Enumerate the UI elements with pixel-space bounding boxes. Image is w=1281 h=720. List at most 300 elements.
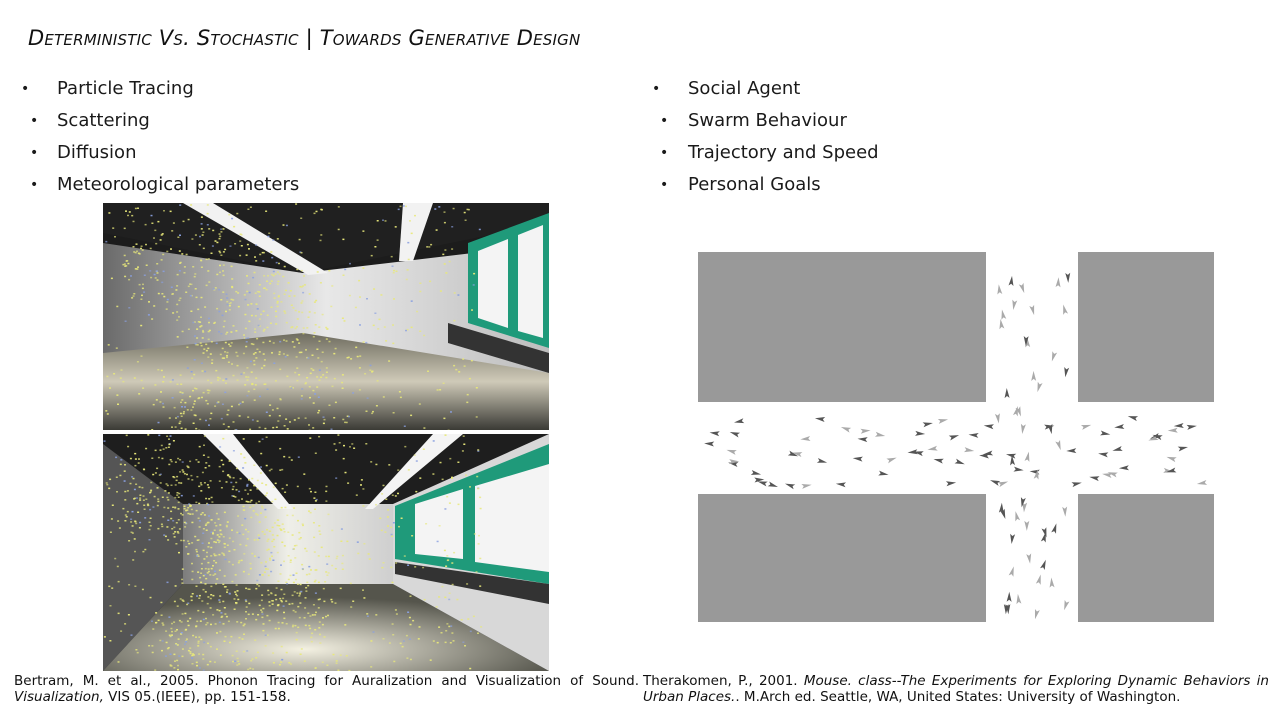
particle: [213, 323, 215, 325]
particle: [219, 466, 221, 468]
particle: [385, 499, 387, 501]
particle: [262, 630, 264, 632]
particle: [227, 521, 229, 523]
particle: [388, 360, 390, 362]
particle: [396, 271, 398, 273]
particle: [247, 669, 249, 671]
particle: [139, 495, 141, 497]
particle: [458, 504, 460, 506]
particle: [173, 533, 175, 535]
particle: [268, 549, 270, 551]
particle: [199, 526, 201, 528]
particle: [244, 462, 246, 464]
particle: [188, 286, 190, 288]
particle: [237, 590, 239, 592]
particle: [253, 485, 255, 487]
particle: [274, 522, 276, 524]
particle: [284, 312, 286, 314]
particle: [254, 331, 256, 333]
particle: [255, 293, 257, 295]
particle: [262, 608, 264, 610]
particle: [179, 204, 181, 206]
particle: [243, 506, 245, 508]
particle: [166, 526, 168, 528]
particle: [134, 538, 136, 540]
particle: [279, 598, 281, 600]
particle: [277, 306, 279, 308]
particle: [473, 616, 475, 618]
particle: [302, 523, 304, 525]
particle: [207, 204, 209, 206]
particle: [198, 556, 200, 558]
particle: [279, 351, 281, 353]
particle: [161, 615, 163, 617]
particle: [162, 640, 164, 642]
particle: [275, 594, 277, 596]
particle: [296, 367, 298, 369]
particle: [208, 424, 210, 426]
particle: [436, 606, 438, 608]
particle: [177, 416, 179, 418]
particle: [105, 241, 107, 243]
particle: [301, 388, 303, 390]
particle: [433, 440, 435, 442]
particle: [151, 458, 153, 460]
particle: [275, 273, 277, 275]
particle: [200, 482, 202, 484]
particle: [341, 528, 343, 530]
particle: [261, 594, 263, 596]
particle: [235, 603, 237, 605]
particle: [375, 464, 377, 466]
particle: [215, 555, 217, 557]
particle: [246, 275, 248, 277]
particle: [320, 240, 322, 242]
particle: [231, 266, 233, 268]
particle: [239, 415, 241, 417]
particle: [328, 514, 330, 516]
particle: [392, 324, 394, 326]
particle: [328, 270, 330, 272]
particle: [277, 420, 279, 422]
particle: [277, 525, 279, 527]
particle: [126, 260, 128, 262]
particle: [304, 548, 306, 550]
particle: [449, 593, 451, 595]
particle: [249, 292, 251, 294]
particle: [311, 641, 313, 643]
particle: [124, 491, 126, 493]
particle: [305, 382, 307, 384]
particle: [139, 522, 141, 524]
particle: [186, 254, 188, 256]
particle: [269, 559, 271, 561]
particle: [208, 339, 210, 341]
particle: [194, 335, 196, 337]
particle: [166, 483, 168, 485]
particle: [218, 599, 220, 601]
particle: [283, 353, 285, 355]
particle: [305, 349, 307, 351]
particle: [195, 636, 197, 638]
particle: [171, 634, 173, 636]
particle: [380, 294, 382, 296]
particle: [260, 314, 262, 316]
particle: [288, 579, 290, 581]
particle: [216, 308, 218, 310]
particle: [199, 520, 201, 522]
particle: [199, 419, 201, 421]
particle: [266, 465, 268, 467]
particle: [203, 550, 205, 552]
phonon-tracing-render-bottom: [103, 434, 549, 671]
particle: [337, 670, 339, 671]
particle: [128, 614, 130, 616]
particle: [303, 473, 305, 475]
particle: [281, 646, 283, 648]
particle: [233, 486, 235, 488]
particle: [349, 446, 351, 448]
particle: [334, 443, 336, 445]
particle: [320, 282, 322, 284]
particle: [111, 587, 113, 589]
particle: [114, 236, 116, 238]
particle: [125, 514, 127, 516]
particle: [210, 646, 212, 648]
particle: [357, 541, 359, 543]
particle: [331, 565, 333, 567]
particle: [283, 605, 285, 607]
particle: [345, 472, 347, 474]
particle: [365, 443, 367, 445]
particle: [355, 347, 357, 349]
particle: [295, 328, 297, 330]
particle: [281, 659, 283, 661]
particle: [206, 552, 208, 554]
particle: [271, 501, 273, 503]
particle: [203, 248, 205, 250]
particle: [236, 584, 238, 586]
particle: [292, 534, 294, 536]
particle: [293, 507, 295, 509]
particle: [277, 281, 279, 283]
particle: [124, 228, 126, 230]
particle: [411, 233, 413, 235]
particle: [222, 348, 224, 350]
particle: [329, 405, 331, 407]
particle: [182, 461, 184, 463]
particle: [231, 286, 233, 288]
particle: [445, 566, 447, 568]
particle: [128, 307, 130, 309]
particle: [198, 641, 200, 643]
particle: [198, 397, 200, 399]
particle: [221, 487, 223, 489]
particle: [247, 501, 249, 503]
particle: [116, 477, 118, 479]
particle: [219, 595, 221, 597]
particle: [218, 536, 220, 538]
particle: [197, 309, 199, 311]
particle: [361, 479, 363, 481]
particle: [218, 542, 220, 544]
particle: [229, 345, 231, 347]
particle: [291, 459, 293, 461]
particle: [342, 555, 344, 557]
particle: [307, 357, 309, 359]
particle: [322, 352, 324, 354]
particle: [301, 270, 303, 272]
particle: [190, 409, 192, 411]
particle: [232, 655, 234, 657]
particle: [208, 542, 210, 544]
particle: [297, 318, 299, 320]
particle: [191, 238, 193, 240]
particle: [219, 236, 221, 238]
particle: [326, 338, 328, 340]
particle: [301, 312, 303, 314]
particle: [237, 292, 239, 294]
particle: [262, 252, 264, 254]
city-block: [698, 252, 986, 402]
particle: [283, 561, 285, 563]
particle: [124, 623, 126, 625]
particle: [171, 461, 173, 463]
particle: [202, 512, 204, 514]
particle: [302, 333, 304, 335]
particle: [168, 438, 170, 440]
particle: [277, 238, 279, 240]
particle: [243, 372, 245, 374]
reference-italic: Visualization,: [14, 689, 104, 705]
particle: [238, 562, 240, 564]
particle: [216, 343, 218, 345]
particle: [245, 618, 247, 620]
particle: [256, 349, 258, 351]
particle: [453, 640, 455, 642]
particle: [138, 458, 140, 460]
particle: [112, 227, 114, 229]
particle: [178, 519, 180, 521]
particle: [142, 551, 144, 553]
particle: [157, 501, 159, 503]
particle: [178, 482, 180, 484]
bullet-item: [30, 169, 300, 201]
particle: [381, 567, 383, 569]
particle: [109, 640, 111, 642]
particle: [151, 645, 153, 647]
particle: [120, 459, 122, 461]
particle: [157, 528, 159, 530]
particle: [470, 631, 472, 633]
particle: [308, 510, 310, 512]
particle: [457, 294, 459, 296]
particle: [265, 516, 267, 518]
particle: [236, 468, 238, 470]
particle: [148, 314, 150, 316]
particle: [224, 320, 226, 322]
particle: [360, 484, 362, 486]
particle: [268, 575, 270, 577]
particle: [471, 309, 473, 311]
particle: [160, 602, 162, 604]
particle: [400, 206, 402, 208]
particle: [344, 269, 346, 271]
particle: [285, 356, 287, 358]
particle: [168, 616, 170, 618]
particle: [259, 441, 261, 443]
particle: [466, 583, 468, 585]
particle: [479, 229, 481, 231]
particle: [392, 582, 394, 584]
particle: [150, 518, 152, 520]
particle: [261, 483, 263, 485]
particle: [277, 301, 279, 303]
particle: [296, 269, 298, 271]
particle: [296, 592, 298, 594]
particle: [277, 581, 279, 583]
particle: [275, 483, 277, 485]
particle: [278, 295, 280, 297]
particle: [145, 448, 147, 450]
particle: [201, 397, 203, 399]
particle: [283, 612, 285, 614]
particle: [180, 598, 182, 600]
particle: [408, 469, 410, 471]
particle: [404, 555, 406, 557]
particle: [335, 477, 337, 479]
particle: [325, 491, 327, 493]
particle: [243, 634, 245, 636]
particle: [190, 653, 192, 655]
particle: [251, 553, 253, 555]
particle: [270, 251, 272, 253]
particle: [143, 505, 145, 507]
particle: [180, 402, 182, 404]
particle: [114, 558, 116, 560]
particle: [348, 357, 350, 359]
particle: [289, 603, 291, 605]
particle: [196, 586, 198, 588]
particle: [131, 476, 133, 478]
particle: [290, 560, 292, 562]
particle: [214, 571, 216, 573]
particle: [266, 412, 268, 414]
particle: [440, 290, 442, 292]
particle: [173, 621, 175, 623]
particle: [307, 613, 309, 615]
particle: [151, 318, 153, 320]
particle: [211, 253, 213, 255]
particle: [242, 401, 244, 403]
particle: [318, 436, 320, 438]
particle: [175, 417, 177, 419]
particle: [393, 522, 395, 524]
particle: [250, 517, 252, 519]
particle: [255, 244, 257, 246]
particle: [227, 414, 229, 416]
particle: [158, 457, 160, 459]
particle: [186, 604, 188, 606]
particle: [107, 413, 109, 415]
particle: [267, 568, 269, 570]
bullet-item: [30, 105, 299, 137]
particle: [279, 341, 281, 343]
particle: [379, 518, 381, 520]
particle: [339, 442, 341, 444]
particle: [110, 532, 112, 534]
particle: [266, 615, 268, 617]
particle: [133, 478, 135, 480]
particle: [205, 583, 207, 585]
particle: [219, 631, 221, 633]
particle: [376, 405, 378, 407]
particle: [222, 464, 224, 466]
particle: [272, 534, 274, 536]
particle: [336, 660, 338, 662]
particle: [119, 475, 121, 477]
particle: [391, 256, 393, 258]
particle: [220, 530, 222, 532]
particle: [304, 617, 306, 619]
particle: [127, 263, 129, 265]
particle: [231, 529, 233, 531]
particle: [215, 623, 217, 625]
particle: [202, 234, 204, 236]
particle: [283, 339, 285, 341]
particle: [185, 546, 187, 548]
particle: [393, 661, 395, 663]
particle: [201, 600, 203, 602]
particle: [220, 354, 222, 356]
particle: [225, 378, 227, 380]
particle: [225, 333, 227, 335]
particle: [168, 464, 170, 466]
particle: [247, 588, 249, 590]
particle: [257, 308, 259, 310]
particle: [267, 590, 269, 592]
particle: [323, 601, 325, 603]
particle: [449, 261, 451, 263]
particle: [118, 581, 120, 583]
particle: [238, 491, 240, 493]
particle: [163, 376, 165, 378]
particle: [216, 274, 218, 276]
particle: [425, 523, 427, 525]
particle: [225, 636, 227, 638]
particle: [234, 609, 236, 611]
particle: [207, 356, 209, 358]
particle: [205, 591, 207, 593]
particle: [247, 337, 249, 339]
particle: [342, 374, 344, 376]
particle: [371, 371, 373, 373]
particle: [448, 599, 450, 601]
particle: [209, 574, 211, 576]
particle: [446, 623, 448, 625]
particle: [301, 398, 303, 400]
particle: [225, 342, 227, 344]
particle: [252, 383, 254, 385]
particle: [181, 416, 183, 418]
particle: [203, 589, 205, 591]
particle: [194, 273, 196, 275]
particle: [187, 513, 189, 515]
particle: [178, 300, 180, 302]
particle: [131, 634, 133, 636]
particle: [258, 501, 260, 503]
particle: [211, 341, 213, 343]
